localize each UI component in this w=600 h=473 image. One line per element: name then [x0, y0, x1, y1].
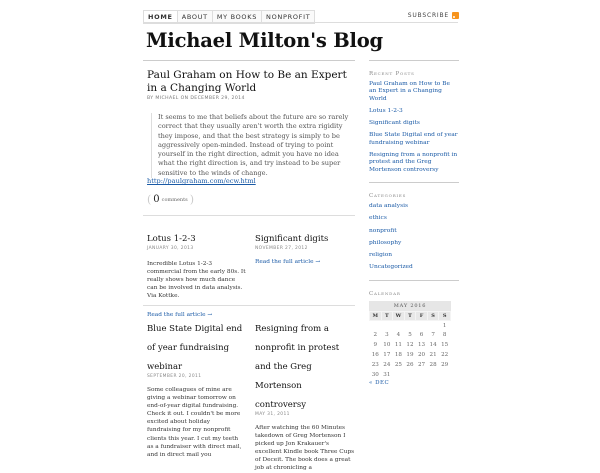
featured-post-link[interactable]: http://paulgraham.com/ecw.html	[147, 177, 256, 185]
calendar-day: 20	[417, 351, 426, 358]
calendar-caption: MAY 2016	[369, 301, 451, 311]
calendar-day-header: W	[393, 311, 405, 320]
calendar-day	[416, 320, 428, 330]
calendar-day: 8	[442, 332, 447, 339]
calendar-day: 23	[371, 361, 379, 368]
calendar-day: 7	[431, 332, 435, 339]
nav-item-nonprofit[interactable]: NONPROFIT	[261, 10, 315, 24]
sidebar	[369, 60, 459, 386]
recent-post-link[interactable]: Significant digits	[369, 120, 420, 127]
post-card	[255, 316, 355, 473]
read-more-link[interactable]: Read the full article →	[147, 312, 213, 319]
post-date: NOVEMBER 27, 2012	[255, 246, 308, 251]
nav-item-my-books[interactable]: MY BOOKS	[212, 10, 261, 24]
post-date: MAY 31, 2011	[255, 412, 290, 417]
calendar-day-header: S	[439, 311, 451, 320]
subscribe-label: SUBSCRIBE	[407, 12, 449, 19]
calendar-day-header: F	[416, 311, 428, 320]
featured-post-byline: BY MICHAEL ON DECEMBER 29, 2014	[147, 96, 245, 101]
calendar-day	[404, 370, 416, 380]
calendar-day: 5	[408, 332, 412, 339]
categories-heading: Categories	[369, 192, 407, 199]
calendar-day-header: T	[381, 311, 393, 320]
calendar-week	[370, 340, 451, 350]
sidebar-divider	[369, 182, 459, 183]
post-title[interactable]: Lotus 1-2-3	[147, 234, 196, 244]
subscribe-link[interactable]	[408, 12, 459, 19]
post-excerpt: Some colleagues of mine are giving a webinar tomorrow on end-of-year digital fundraising. Check it out. I couldn't be more excited about holiday fundraising for my nonprofit clients this year. I cut my teeth as a fundraiser with direct mail, and in direct mail you	[147, 387, 242, 458]
blog-title[interactable]: Michael Milton's Blog	[146, 29, 383, 52]
featured-post-title[interactable]: Paul Graham on How to Be an Expert in a Changing World	[147, 69, 347, 94]
rss-icon	[452, 12, 459, 19]
calendar-day: 9	[373, 342, 378, 349]
post-card	[147, 316, 245, 459]
main-divider	[143, 60, 355, 61]
calendar-day: 13	[417, 342, 426, 349]
calendar-day: 24	[383, 361, 391, 368]
calendar-heading: Calendar	[369, 290, 401, 297]
calendar-day: 14	[429, 342, 437, 349]
nav-item-about[interactable]: ABOUT	[177, 10, 212, 24]
post-date: SEPTEMBER 20, 2011	[147, 374, 202, 379]
calendar-day: 16	[371, 351, 379, 358]
post-title[interactable]: Significant digits	[255, 234, 329, 244]
nav-item-home[interactable]: HOME	[143, 10, 177, 24]
calendar-week	[370, 331, 451, 341]
calendar-day: 4	[396, 332, 401, 339]
calendar-day	[393, 370, 405, 380]
calendar-day: 26	[406, 361, 414, 368]
calendar-day: 19	[406, 351, 414, 358]
post-date: JANUARY 30, 2013	[147, 246, 194, 251]
featured-post-quote: It seems to me that beliefs about the future are so rarely correct that they usually aren't worth the extra rigidity they impose, and that the best strategy is simply to be aggressively open-minded. Instead of trying to point yourself in the right direction, admit you have no idea what the right direction is, and try instead to be super sensitive to the winds of change.	[151, 113, 356, 178]
post-title[interactable]: Blue State Digital end of year fundraising webinar	[147, 324, 243, 372]
calendar-day: 6	[419, 332, 424, 339]
post-title[interactable]: Resigning from a nonprofit in protest and the Greg Mortenson controversy	[255, 324, 340, 410]
calendar-day: 28	[429, 361, 437, 368]
calendar-day-header: M	[370, 311, 382, 320]
calendar-week	[370, 370, 451, 380]
post-excerpt: After watching the 60 Minutes takedown of Greg Mortenson I picked up Jon Krakauer's excellent Kindle book Three Cups of Deceit. The book does a great job at chronicling a	[255, 425, 355, 472]
posts-divider	[143, 215, 355, 216]
calendar-day: 11	[394, 342, 402, 349]
header-divider	[143, 22, 458, 23]
calendar-day: 17	[383, 351, 391, 358]
category-link[interactable]: philosophy	[369, 239, 402, 246]
calendar-day: 22	[441, 351, 449, 358]
category-link[interactable]: nonprofit	[369, 227, 397, 234]
calendar-day	[370, 320, 382, 330]
calendar-day: 21	[429, 351, 437, 358]
recent-post-link[interactable]: Resigning from a nonprofit in protest and the Greg Mortenson controversy	[369, 152, 458, 173]
calendar-day: 27	[417, 361, 426, 368]
recent-post-link[interactable]: Lotus 1-2-3	[369, 107, 403, 114]
calendar-day: 30	[371, 371, 379, 378]
calendar-day	[416, 370, 428, 380]
calendar	[369, 301, 451, 380]
calendar-day: 2	[373, 332, 378, 339]
read-more-link[interactable]: Read the full article →	[255, 259, 321, 265]
calendar-day: 25	[394, 361, 402, 368]
calendar-day	[393, 320, 405, 330]
recent-posts-heading: Recent Posts	[369, 71, 415, 77]
sidebar-divider	[369, 60, 459, 61]
calendar-day	[439, 370, 451, 380]
calendar-day: 3	[385, 332, 389, 339]
calendar-day-header: T	[404, 311, 416, 320]
calendar-day	[427, 320, 439, 330]
category-link[interactable]: ethics	[369, 215, 387, 222]
post-excerpt: Incredible Lotus 1-2-3 commercial from the early 80s. It really shows how much dance can be involved in data analysis. Via Kottke.	[147, 261, 246, 300]
sidebar-divider	[369, 280, 459, 281]
calendar-prev-link[interactable]: « DEC	[369, 380, 390, 387]
calendar-day-header: S	[427, 311, 439, 320]
calendar-day: 18	[394, 351, 402, 358]
calendar-week	[370, 350, 451, 360]
recent-post-link[interactable]: Paul Graham on How to Be an Expert in a Changing World	[369, 81, 450, 102]
calendar-day: 15	[441, 342, 449, 349]
paren-right: )	[189, 193, 195, 206]
calendar-week	[370, 360, 451, 370]
calendar-day	[381, 320, 393, 330]
calendar-day: 12	[406, 342, 414, 349]
category-link[interactable]: Uncategorized	[369, 264, 413, 271]
calendar-day	[404, 320, 416, 330]
calendar-day	[427, 370, 439, 380]
calendar-day: 31	[383, 371, 391, 378]
category-link[interactable]: religion	[369, 252, 393, 259]
calendar-day: 29	[441, 361, 449, 368]
calendar-day: 10	[383, 342, 391, 349]
calendar-week	[370, 320, 451, 330]
paren-left: (	[147, 193, 152, 206]
comments-count: 0	[153, 194, 160, 205]
posts-divider	[143, 305, 355, 306]
category-link[interactable]: data analysis	[369, 202, 408, 209]
comments-counter[interactable]	[147, 193, 194, 206]
comments-label: comments	[161, 196, 188, 203]
post-card	[255, 226, 355, 265]
recent-post-link[interactable]: Blue State Digital end of year fundraising webinar	[369, 132, 458, 146]
calendar-day: 1	[442, 322, 447, 329]
